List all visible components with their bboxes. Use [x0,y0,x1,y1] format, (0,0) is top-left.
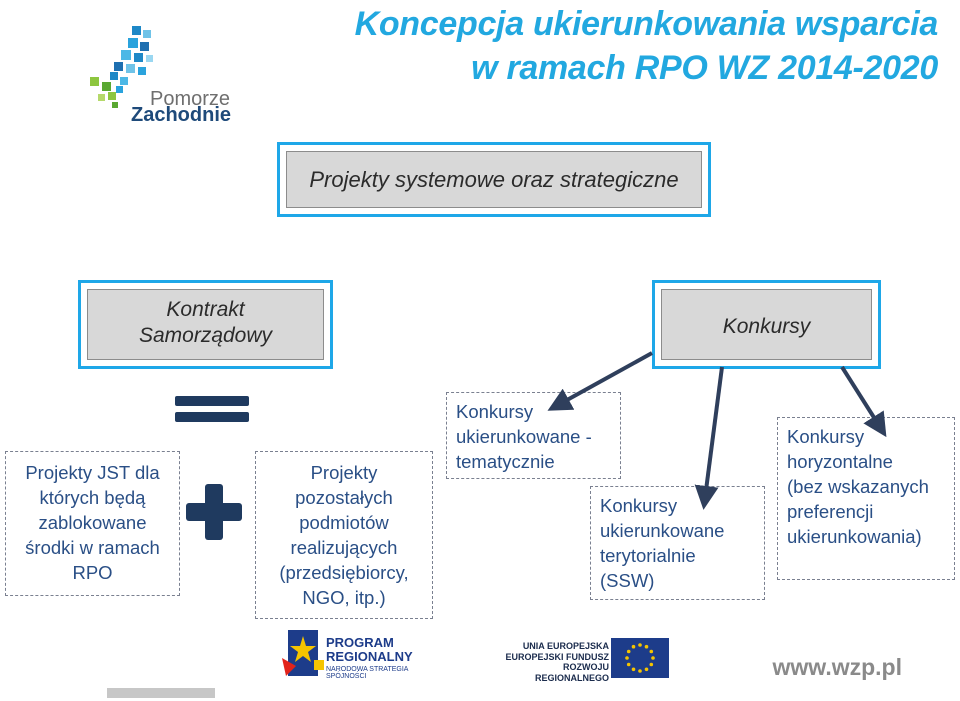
terytorialne-line-3: terytorialnie [600,545,696,566]
kontrakt-line-1: Kontrakt [166,298,245,321]
horyzontalne-line-5: ukierunkowania) [787,526,922,547]
site-url[interactable]: www.wzp.pl [772,654,902,680]
tematyczne-line-2: ukierunkowane - [456,426,592,447]
ue-line-3: ROZWOJU REGIONALNEGO [534,662,609,683]
jst-line-4: środki w ramach [25,537,160,558]
eu-flag-icon [611,638,669,678]
pozostalych-line-4: realizujących [290,537,398,558]
program-star-icon [282,630,324,678]
pozostalych-line-2: pozostałych [295,487,393,508]
ue-text [489,641,609,683]
jst-line-3: zablokowane [38,512,147,533]
terytorialne-line-1: Konkursy [600,495,678,516]
horyzontalne-line-1: Konkursy [787,426,865,447]
program-line-3: NARODOWA STRATEGIA SPÓJNOŚCI [326,666,409,680]
terytorialne-line-4: (SSW) [600,570,655,591]
footer-gray-bar [107,688,215,698]
program-line-1: PROGRAM [326,635,394,650]
logo-line-1: Pomorze [150,88,231,110]
logo-line-2: Zachodnie [131,104,232,126]
jst-line-1: Projekty JST dla [25,462,160,483]
systemowe-label: Projekty systemowe oraz strategiczne [309,167,679,192]
horyzontalne-line-3: (bez wskazanych [787,476,929,497]
pozostalych-line-1: Projekty [310,462,378,483]
jst-line-5: RPO [72,562,113,583]
kontrakt-line-2: Samorządowy [138,324,273,347]
program-regionalny-logo [282,630,442,680]
pozostalych-line-3: podmiotów [299,512,389,533]
horyzontalne-line-2: horyzontalne [787,451,893,472]
program-line-2: REGIONALNY [326,649,413,664]
arrow-to-horyzontalne [842,367,880,427]
tematyczne-line-3: tematycznie [456,451,555,472]
ue-line-1: UNIA EUROPEJSKA [522,641,609,651]
jst-line-2: których będą [39,487,146,508]
pozostalych-line-6: NGO, itp.) [302,587,386,608]
horyzontalne-line-4: preferencji [787,501,874,522]
title-line-2: w ramach RPO WZ 2014-2020 [471,49,938,87]
tematyczne-line-1: Konkursy [456,401,534,422]
terytorialne-line-2: ukierunkowane [600,520,725,541]
pozostalych-line-5: (przedsiębiorcy, [279,562,409,583]
arrow-to-terytorialne [705,367,722,498]
title-line-1: Koncepcja ukierunkowania wsparcia [354,5,938,43]
arrow-to-tematyczne [558,353,652,405]
ue-line-2: EUROPEJSKI FUNDUSZ [505,651,609,662]
konkursy-label: Konkursy [722,315,811,338]
